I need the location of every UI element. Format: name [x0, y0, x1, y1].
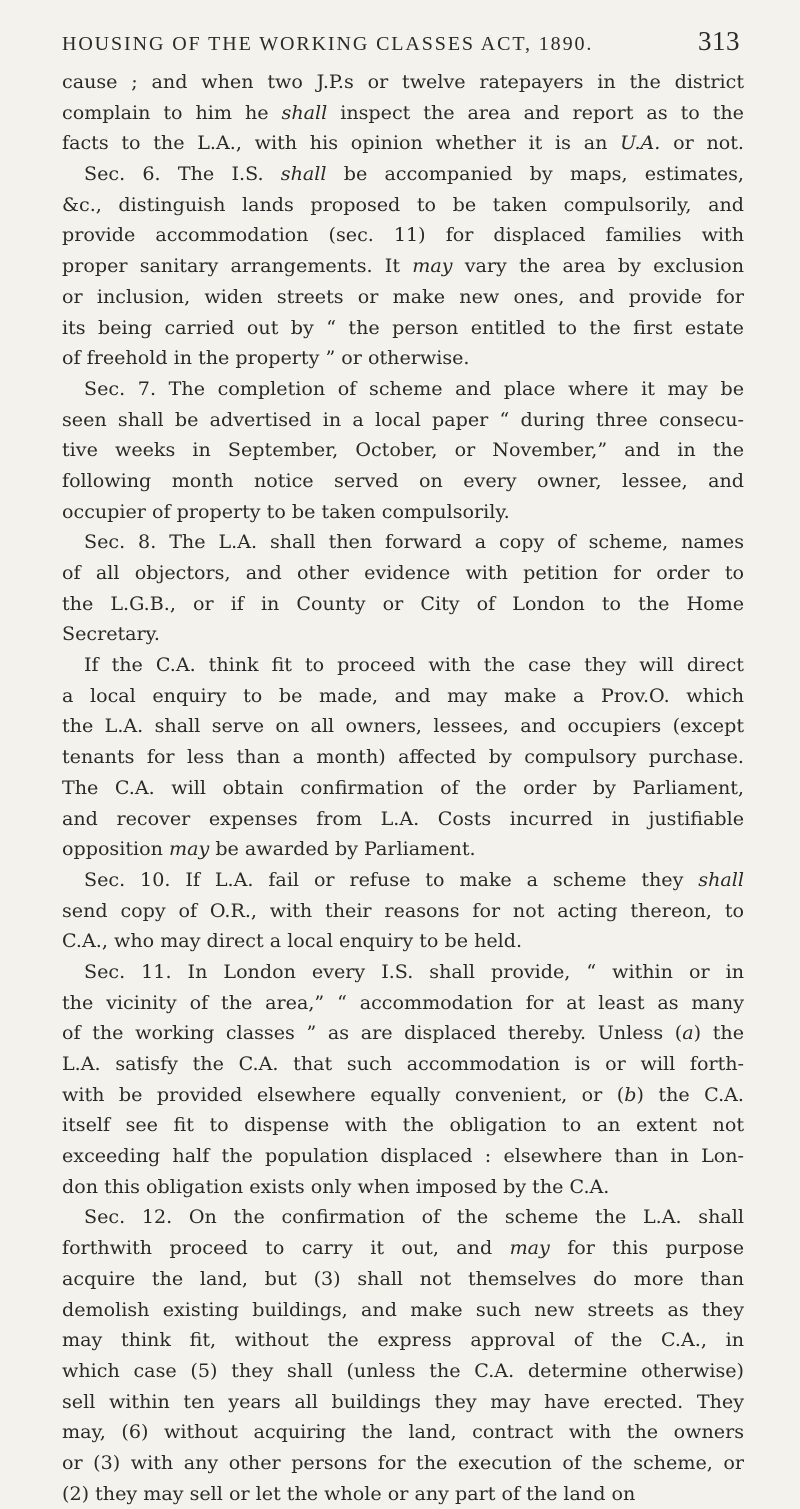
text-line: proper sanitary arrangements. It may vary the area by exclusion — [62, 254, 744, 278]
text-line: the vicinity of the area,” “ accommodation for at least as many — [62, 990, 744, 1014]
text-line: a local enquiry to be made, and may make a Prov.O. which — [62, 683, 744, 707]
text-line: Secretary. — [62, 622, 161, 646]
emphasis: may — [509, 1236, 550, 1260]
text-line: its being carried out by “ the person entitled to the first estate — [62, 315, 744, 339]
emphasis: shall — [698, 867, 744, 891]
text-line: may think fit, without the express approval of the C.A., in — [62, 1328, 744, 1352]
emphasis: may — [412, 254, 453, 278]
text-line: tenants for less than a month) affected by compulsory purchase. — [62, 745, 744, 769]
text-line: provide accommodation (sec. 11) for displaced families with — [62, 223, 744, 247]
text-line: tive weeks in September, October, or November,” and in the — [62, 438, 744, 462]
text-line: &c., distinguish lands proposed to be taken compulsorily, and — [62, 192, 744, 216]
emphasis: shall — [280, 162, 327, 186]
text-line: Sec. 6. The I.S. shall be accompanied by maps, estimates, — [84, 162, 744, 186]
text-line: Sec. 7. The completion of scheme and place where it may be — [84, 376, 744, 400]
text-line: Sec. 10. If L.A. fail or refuse to make a scheme they shall — [84, 867, 744, 891]
text-line: of freehold in the property ” or otherwise. — [62, 346, 470, 370]
text-line: (2) they may sell or let the whole or any part of the land on — [62, 1481, 636, 1505]
text-line: forthwith proceed to carry it out, and may for this purpose — [62, 1236, 744, 1260]
emphasis: a — [682, 1021, 694, 1045]
text-line: don this obligation exists only when imposed by the C.A. — [62, 1174, 610, 1198]
text-line: opposition may be awarded by Parliament. — [62, 837, 476, 861]
text-line: or (3) with any other persons for the execution of the scheme, or — [62, 1450, 744, 1474]
text-line: L.A. satisfy the C.A. that such accommodation is or will forth- — [62, 1052, 744, 1075]
text-line: Sec. 11. In London every I.S. shall provide, “ within or in — [84, 959, 744, 983]
text-line: Sec. 8. The L.A. shall then forward a copy of scheme, names — [84, 530, 744, 554]
text-line: sell within ten years all buildings they may have erected. They — [62, 1389, 744, 1413]
text-line: cause ; and when two J.P.s or twelve ratepayers in the district — [62, 70, 744, 93]
text-line: exceeding half the population displaced : elsewhere than in Lon- — [62, 1144, 744, 1168]
body-text — [62, 67, 744, 1509]
text-line: the L.A. shall serve on all owners, lessees, and occupiers (except — [62, 714, 744, 738]
text-line: complain to him he shall inspect the area and report as to the — [62, 100, 744, 124]
text-line: demolish existing buildings, and make such new streets as they — [62, 1297, 744, 1321]
text-line: If the C.A. think fit to proceed with the case they will direct — [84, 653, 744, 677]
page-number: 313 — [698, 26, 740, 56]
running-head — [62, 26, 740, 56]
text-line: acquire the land, but (3) shall not themselves do more than — [62, 1266, 744, 1290]
emphasis: U.A. — [620, 131, 661, 155]
text-line: which case (5) they shall (unless the C.A. determine otherwise) — [62, 1358, 744, 1382]
emphasis: shall — [281, 100, 328, 124]
emphasis: b — [624, 1082, 637, 1106]
text-line: facts to the L.A., with his opinion whether it is an U.A. or not. — [62, 131, 745, 155]
text-line: following month notice served on every owner, lessee, and — [62, 468, 744, 492]
text-line: itself see fit to dispense with the obligation to an extent not — [62, 1113, 744, 1137]
text-line: of all objectors, and other evidence with petition for order to — [62, 561, 744, 584]
text-line: occupier of property to be taken compulsorily. — [62, 499, 510, 523]
running-head-title: HOUSING OF THE WORKING CLASSES ACT, 1890. — [62, 33, 594, 55]
emphasis: may — [168, 837, 210, 861]
text-line: may, (6) without acquiring the land, contract with the owners — [62, 1420, 744, 1444]
text-line: C.A., who may direct a local enquiry to be held. — [62, 929, 523, 953]
text-line: The C.A. will obtain confirmation of the order by Parliament, — [62, 775, 744, 799]
text-line: with be provided elsewhere equally convenient, or (b) the C.A. — [62, 1082, 744, 1106]
text-line: seen shall be advertised in a local paper “ during three consecu- — [62, 407, 744, 431]
text-line: Sec. 12. On the confirmation of the scheme the L.A. shall — [84, 1205, 744, 1229]
text-line: and recover expenses from L.A. Costs incurred in justifiable — [62, 806, 744, 830]
text-line: the L.G.B., or if in County or City of London to the Home — [62, 591, 744, 615]
text-line: send copy of O.R., with their reasons for not acting thereon, to — [62, 898, 744, 922]
text-line: or inclusion, widen streets or make new ones, and provide for — [62, 284, 744, 308]
text-line: of the working classes ” as are displaced thereby. Unless (a) the — [62, 1021, 744, 1045]
